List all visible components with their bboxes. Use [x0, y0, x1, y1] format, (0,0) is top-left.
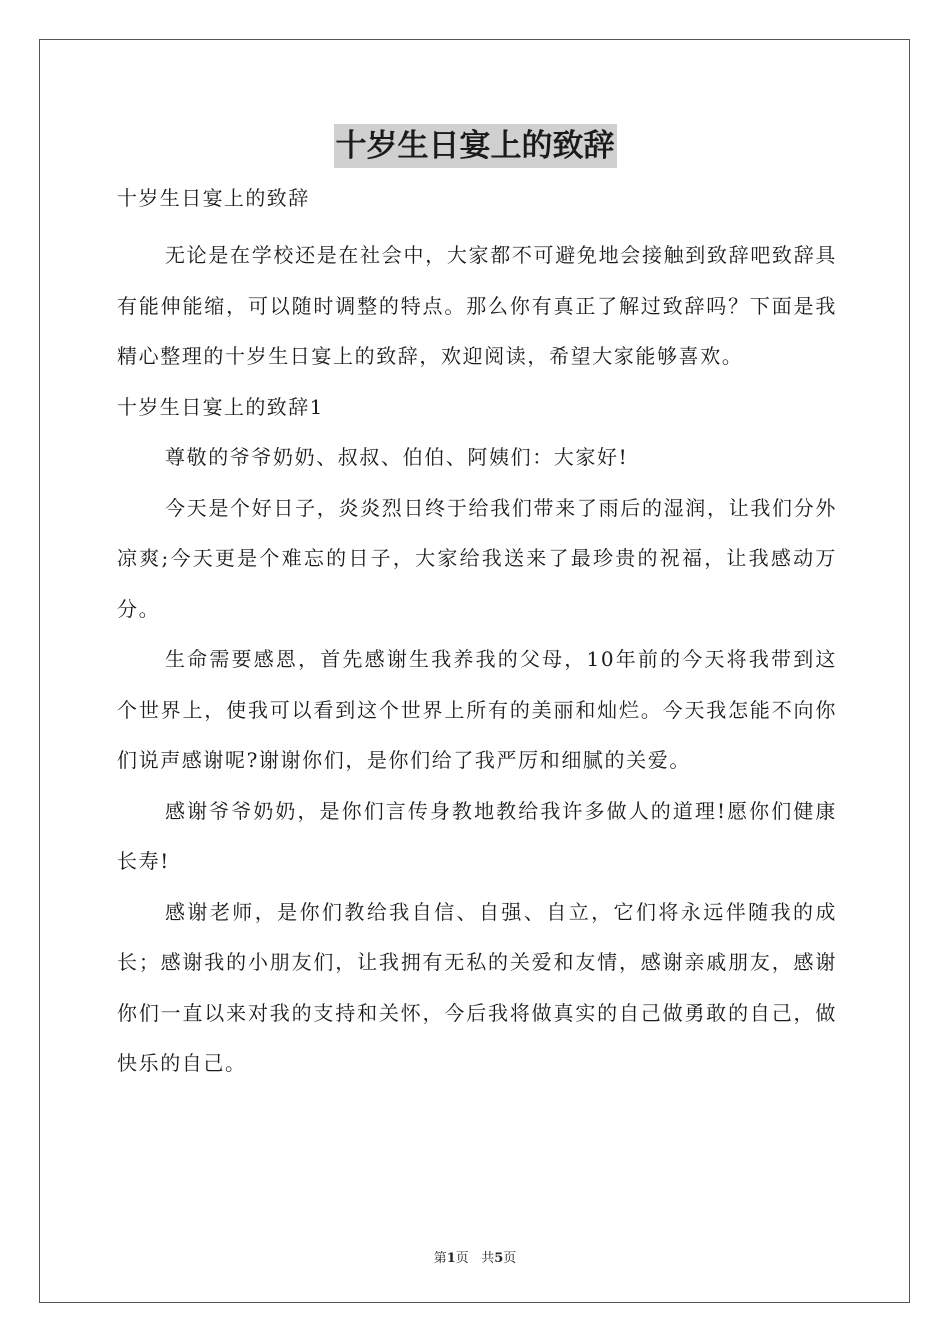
page-suffix: 页	[455, 1251, 469, 1266]
page-footer	[0, 1247, 950, 1266]
page-total: 5	[494, 1251, 504, 1266]
document-body	[117, 180, 837, 1089]
body-paragraph: 感谢老师，是你们教给我自信、自强、自立，它们将永远伴随我的成长；感谢我的小朋友们，让我拥有无私的关爱和友情，感谢亲戚朋友，感谢你们一直以来对我的支持和关怀，今后我将做真实的自己做勇敢的自己，做快乐的自己。	[117, 899, 837, 1075]
section-heading: 十岁生日宴上的致辞1	[117, 394, 324, 419]
body-paragraph: 生命需要感恩，首先感谢生我养我的父母，10年前的今天将我带到这个世界上，使我可以看到这个世界上所有的美丽和灿烂。今天我怎能不向你们说声感谢呢?谢谢你们，是你们给了我严厉和细腻的关爱。	[117, 647, 837, 772]
document-subtitle: 十岁生日宴上的致辞	[117, 186, 310, 210]
title-container	[0, 124, 950, 168]
body-paragraph: 感谢爷爷奶奶，是你们言传身教地教给我许多做人的道理!愿你们健康长寿!	[117, 798, 837, 873]
document-title: 十岁生日宴上的致辞	[334, 124, 617, 168]
total-suffix: 页	[503, 1251, 517, 1266]
page-prefix: 第	[433, 1251, 447, 1266]
page-current: 1	[446, 1251, 456, 1266]
intro-paragraph: 无论是在学校还是在社会中，大家都不可避免地会接触到致辞吧致辞具有能伸能缩，可以随时调整的特点。那么你有真正了解过致辞吗？下面是我精心整理的十岁生日宴上的致辞，欢迎阅读，希望大家能够喜欢。	[117, 243, 837, 368]
body-paragraph: 今天是个好日子，炎炎烈日终于给我们带来了雨后的湿润，让我们分外凉爽;今天更是个难忘的日子，大家给我送来了最珍贵的祝福，让我感动万分。	[117, 495, 837, 621]
greeting-paragraph: 尊敬的爷爷奶奶、叔叔、伯伯、阿姨们：大家好!	[165, 445, 629, 469]
total-prefix: 共	[481, 1251, 495, 1266]
